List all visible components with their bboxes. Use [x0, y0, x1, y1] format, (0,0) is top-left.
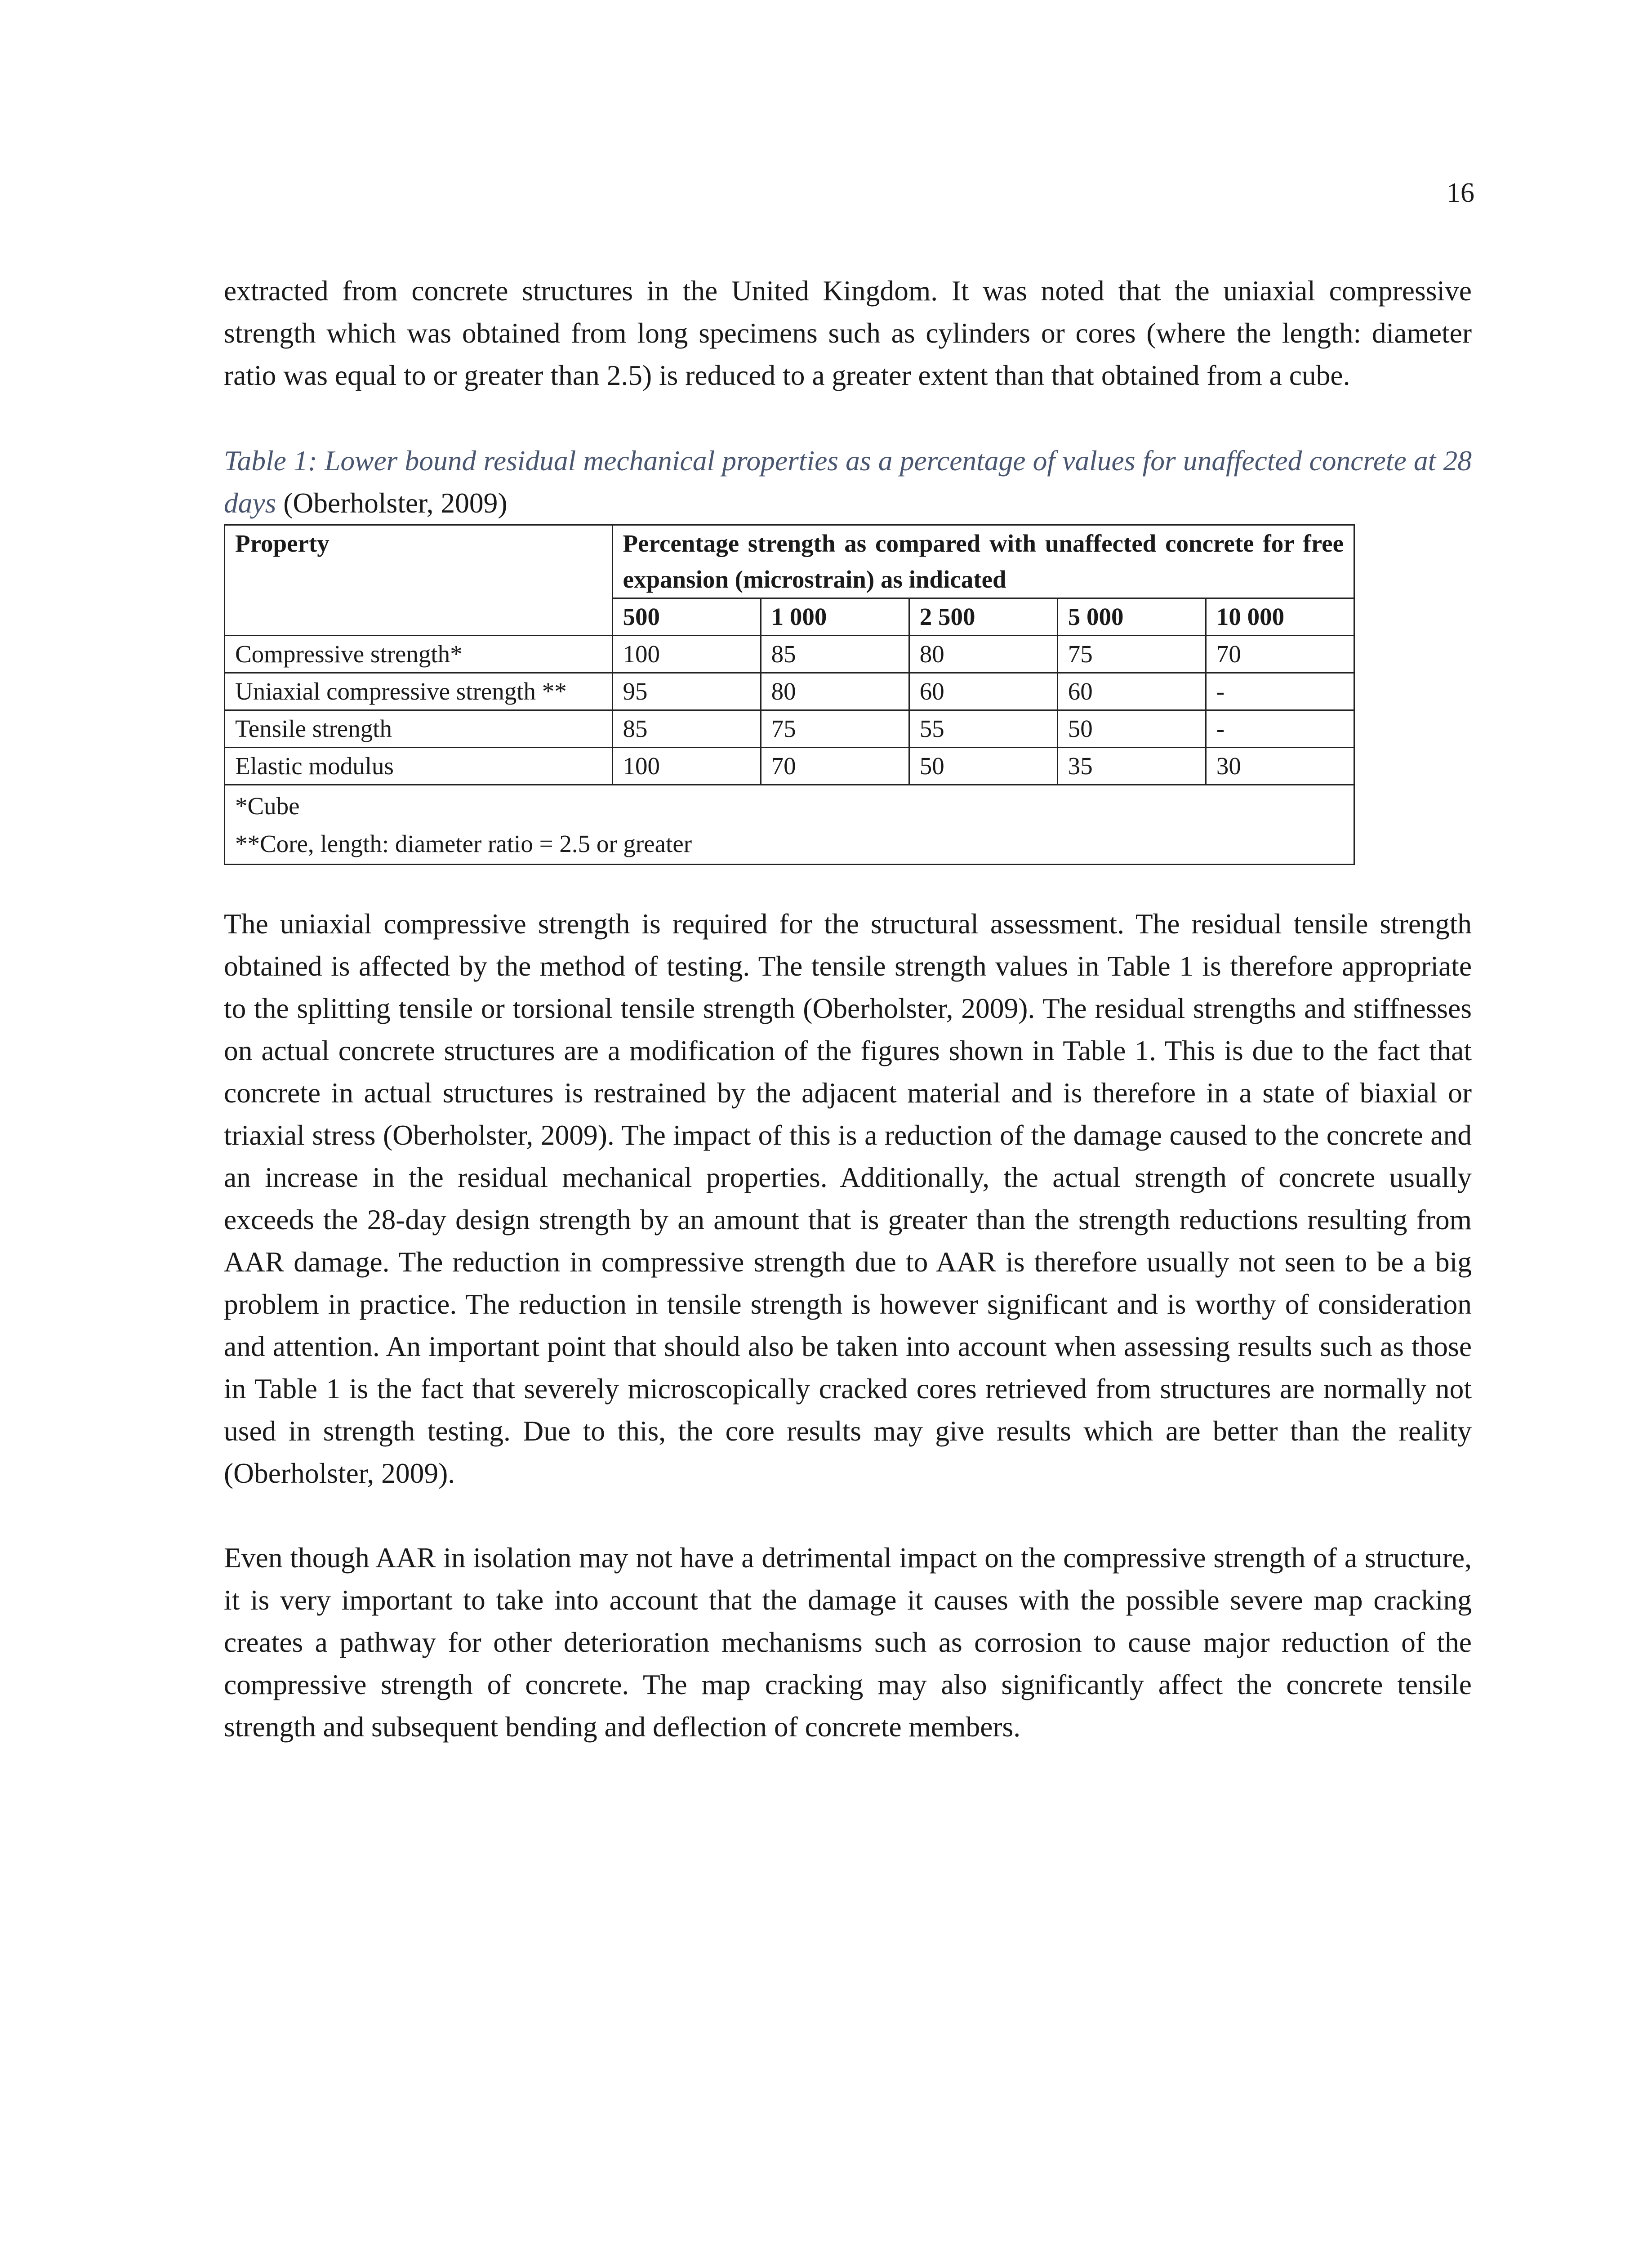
table-notes-row — [225, 785, 1354, 865]
table-header-row — [225, 525, 1354, 598]
row-value: 60 — [909, 673, 1057, 710]
row-value: 50 — [1057, 710, 1206, 748]
table-note: **Core, length: diameter ratio = 2.5 or greater — [235, 830, 692, 857]
row-value: 60 — [1057, 673, 1206, 710]
body-paragraph: Even though AAR in isolation may not have a detrimental impact on the compressive strength of a structure, it is very important to take into account that the damage it causes with the possible severe map cracking creates a pathway for other deterioration mechanisms such as corrosion to cause major reduction of the compressive strength of concrete. The map cracking may also significantly affect the concrete tensile strength and subsequent bending and deflection of concrete members. — [224, 1542, 1472, 1743]
header-expansion: 10 000 — [1206, 598, 1354, 636]
row-value: 85 — [761, 636, 909, 673]
header-expansion: 5 000 — [1057, 598, 1206, 636]
page-number: 16 — [1447, 178, 1474, 208]
header-property: Property — [225, 525, 613, 636]
table-row — [225, 636, 1354, 673]
header-group: Percentage strength as compared with unaffected concrete for free expansion (microstrain) as indicated — [612, 525, 1354, 598]
row-value: 95 — [612, 673, 761, 710]
table-row — [225, 710, 1354, 748]
page-content — [224, 270, 1472, 1748]
row-value: 100 — [612, 636, 761, 673]
row-property: Tensile strength — [225, 710, 613, 748]
row-value: 75 — [1057, 636, 1206, 673]
body-paragraph: The uniaxial compressive strength is required for the structural assessment. The residual tensile strength obtained is affected by the method of testing. The tensile strength values in Table 1 is therefore appropriate to the splitting tensile or torsional tensile strength (Oberholster, 2009). The residual strengths and stiffnesses on actual concrete structures are a modification of the figures shown in Table 1. This is due to the fact that concrete in actual structures is restrained by the adjacent material and is therefore in a state of biaxial or triaxial stress (Oberholster, 2009). The impact of this is a reduction of the damage caused to the concrete and an increase in the residual mechanical properties. Additionally, the actual strength of concrete usually exceeds the 28-day design strength by an amount that is greater than the strength reductions resulting from AAR damage. The reduction in compressive strength due to AAR is therefore usually not seen to be a big problem in practice. The reduction in tensile strength is however significant and is worthy of consideration and attention. An important point that should also be taken into account when assessing results such as those in Table 1 is the fact that severely microscopically cracked cores retrieved from structures are normally not used in strength testing. Due to this, the core results may give results which are better than the reality (Oberholster, 2009). — [224, 908, 1472, 1489]
row-property: Compressive strength* — [225, 636, 613, 673]
row-value: 35 — [1057, 748, 1206, 785]
table-row — [225, 673, 1354, 710]
row-value: - — [1206, 673, 1354, 710]
table-caption-source: (Oberholster, 2009) — [276, 487, 508, 519]
row-property: Uniaxial compressive strength ** — [225, 673, 613, 710]
row-value: 55 — [909, 710, 1057, 748]
row-property: Elastic modulus — [225, 748, 613, 785]
row-value: 70 — [761, 748, 909, 785]
row-value: 75 — [761, 710, 909, 748]
row-value: 30 — [1206, 748, 1354, 785]
table-row — [225, 748, 1354, 785]
intro-paragraph: extracted from concrete structures in the United Kingdom. It was noted that the uniaxial compressive strength which was obtained from long specimens such as cylinders or cores (where the length: diameter ratio was equal to or greater than 2.5) is reduced to a greater extent than that obtained from a cube. — [224, 275, 1472, 391]
row-value: 85 — [612, 710, 761, 748]
table-caption-title: Table 1: Lower bound residual mechanical properties as a percentage of values for unaffected concrete at 28 days — [224, 445, 1472, 519]
row-value: 70 — [1206, 636, 1354, 673]
header-expansion: 2 500 — [909, 598, 1057, 636]
row-value: 80 — [761, 673, 909, 710]
row-value: 50 — [909, 748, 1057, 785]
table-notes — [225, 785, 1354, 865]
row-value: - — [1206, 710, 1354, 748]
header-expansion: 500 — [612, 598, 761, 636]
row-value: 100 — [612, 748, 761, 785]
row-value: 80 — [909, 636, 1057, 673]
table-note: *Cube — [235, 792, 300, 820]
residual-properties-table — [224, 524, 1355, 865]
header-expansion: 1 000 — [761, 598, 909, 636]
table-caption — [224, 440, 1472, 524]
